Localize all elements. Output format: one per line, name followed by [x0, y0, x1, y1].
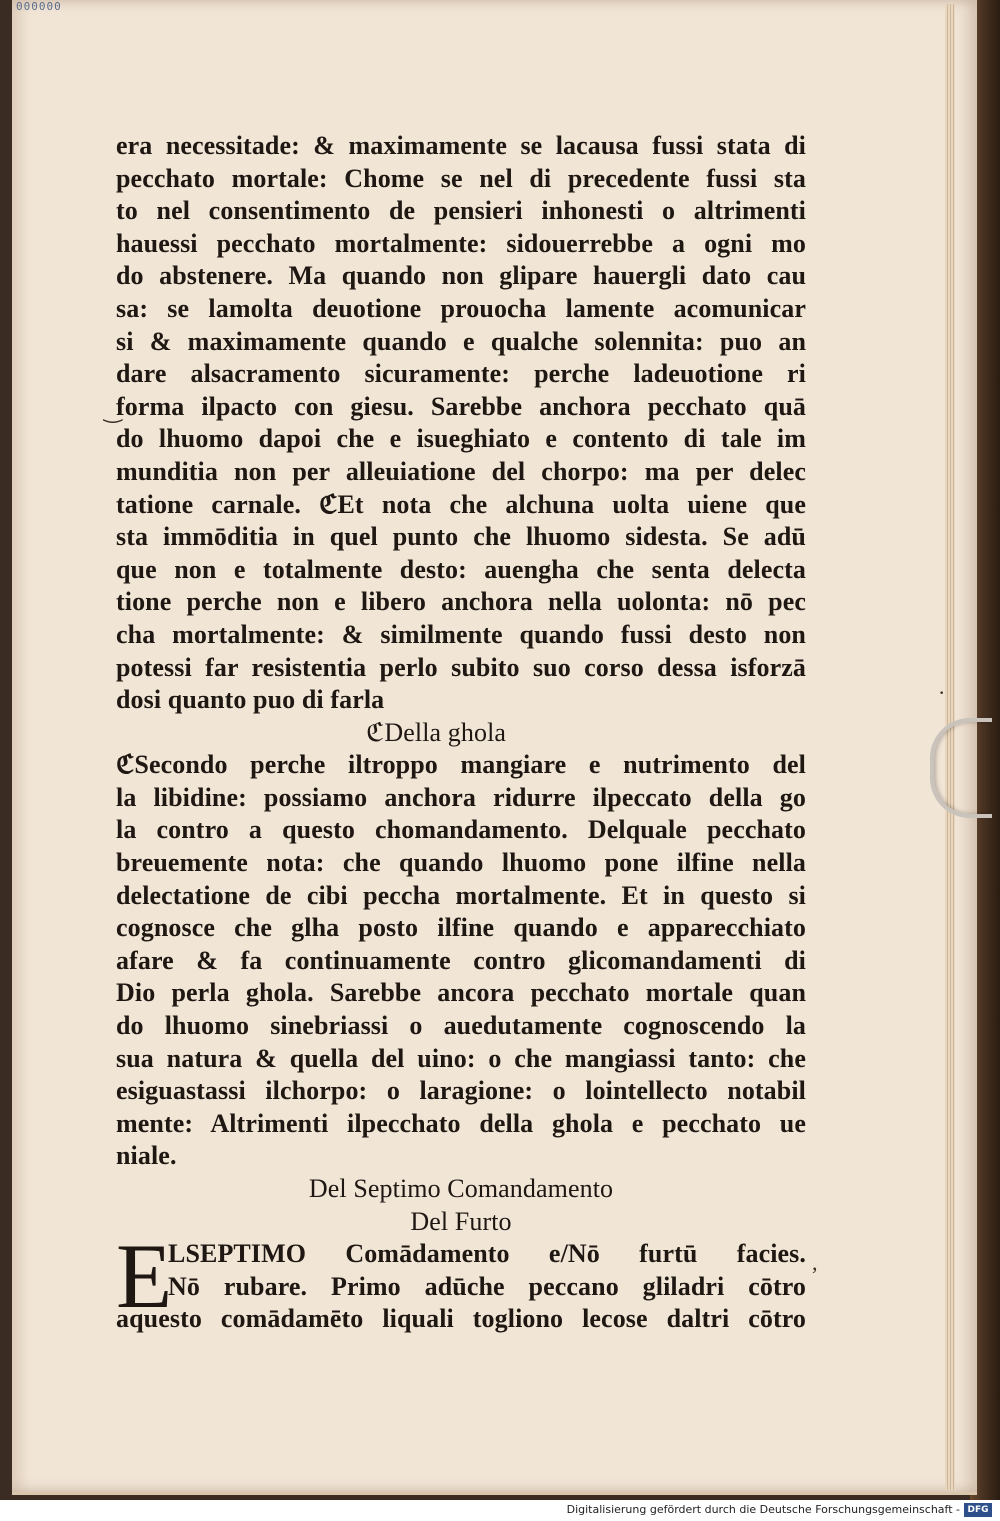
- text-line: dare alsacramento sicuramente: perche ladeuotione ri: [116, 359, 806, 389]
- text-line: mente: Altrimenti ilpecchato della ghola e pecchato ue: [116, 1108, 806, 1138]
- text-line: pecchato mortale: Chome se nel di precedente fussi sta: [116, 163, 806, 193]
- text-line: si & maximamente quando e qualche solennita: puo an: [116, 326, 806, 356]
- margin-dot: ·: [938, 680, 946, 705]
- text-line: cha mortalmente: & similmente quando fussi desto non: [116, 619, 806, 649]
- text-line: niale.: [116, 1141, 177, 1171]
- text-line: sa: se lamolta deuotione prouocha lamente acomunicar: [116, 293, 806, 323]
- text-line: do lhuomo dapoi che e isueghiato e contento di tale im: [116, 424, 806, 454]
- text-line: afare & fa continuamente contro glicomandamenti di: [116, 945, 806, 975]
- text-block: [116, 130, 806, 1336]
- page-clip: [930, 718, 992, 818]
- text-line: cognosce che glha posto ilfine quando e apparecchiato: [116, 913, 806, 943]
- text-line: delectatione de cibi peccha mortalmente. Et in questo si: [116, 880, 806, 910]
- text-line: forma ilpacto con giesu. Sarebbe anchora pecchato quā: [116, 391, 806, 421]
- ghola-paragraph: [116, 749, 806, 1173]
- text-line: la contro a questo chomandamento. Delquale pecchato: [116, 815, 806, 845]
- text-line: tatione carnale. ℭEt nota che alchuna uolta uiene que: [116, 489, 806, 519]
- main-paragraph: [116, 130, 806, 717]
- text-line: munditia non per alleuiatione del chorpo: ma per delec: [116, 456, 806, 486]
- text-line: to nel consentimento de pensieri inhonesti o altrimenti: [116, 196, 806, 226]
- heading-della-ghola: ℭDella ghola: [366, 717, 507, 747]
- text-line: esiguastassi ilchorpo: o laragione: o lointellecto notabil: [116, 1076, 806, 1106]
- text-line: sta immōditia in quel punto che lhuomo sidesta. Se adū: [116, 522, 806, 552]
- text-line: hauessi pecchato mortalmente: sidouerrebbe a ogni mo: [116, 228, 806, 258]
- text-line: tione perche non e libero anchora nella uolonta: nō pec: [116, 587, 806, 617]
- text-line: LSEPTIMO Comādamento e/Nō furtū facies.: [168, 1239, 806, 1269]
- text-line: do lhuomo sinebriassi o auedutamente cognoscendo la: [116, 1011, 806, 1041]
- section-title-septimo: Del Septimo Comandamento: [308, 1174, 614, 1203]
- dfg-logo: DFG: [964, 1503, 992, 1517]
- margin-mark: ‿: [104, 398, 122, 423]
- footer-bar: [0, 1500, 1000, 1521]
- septimo-paragraph: [116, 1225, 806, 1336]
- text-line: sua natura & quella del uino: o che mangiassi tanto: che: [116, 1043, 806, 1073]
- book-page: [12, 0, 977, 1495]
- section-title-furto: Del Furto: [410, 1206, 512, 1236]
- text-line: breuemente nota: che quando lhuomo pone ilfine nella: [116, 848, 806, 878]
- text-line: Nō rubare. Primo adūche peccano gliladri cōtro: [168, 1271, 806, 1301]
- footer-credit: Digitalisierung gefördert durch die Deutsche Forschungsgemeinschaft -: [566, 1503, 960, 1516]
- corner-mark: 000000: [16, 0, 62, 13]
- text-line: potessi far resistentia perlo subito suo corso dessa isforzā: [116, 652, 806, 682]
- text-line: era necessitade: & maximamente se lacausa fussi stata di: [116, 131, 806, 160]
- text-line: aquesto comādamēto liquali togliono lecose daltri cōtro: [116, 1304, 806, 1334]
- text-line: dosi quanto puo di farla: [116, 685, 385, 715]
- drop-initial-letter: E: [116, 1225, 173, 1328]
- text-line: que non e totalmente desto: auengha che senta delecta: [116, 554, 806, 584]
- margin-mark: ,: [812, 1250, 818, 1275]
- text-line: do abstenere. Ma quando non glipare hauergli dato cau: [116, 261, 806, 291]
- text-line: Dio perla ghola. Sarebbe ancora pecchato mortale quan: [116, 978, 806, 1008]
- text-line: la libidine: possiamo anchora ridurre ilpeccato della go: [116, 782, 806, 812]
- text-line: ℭSecondo perche iltroppo mangiare e nutrimento del: [116, 750, 806, 780]
